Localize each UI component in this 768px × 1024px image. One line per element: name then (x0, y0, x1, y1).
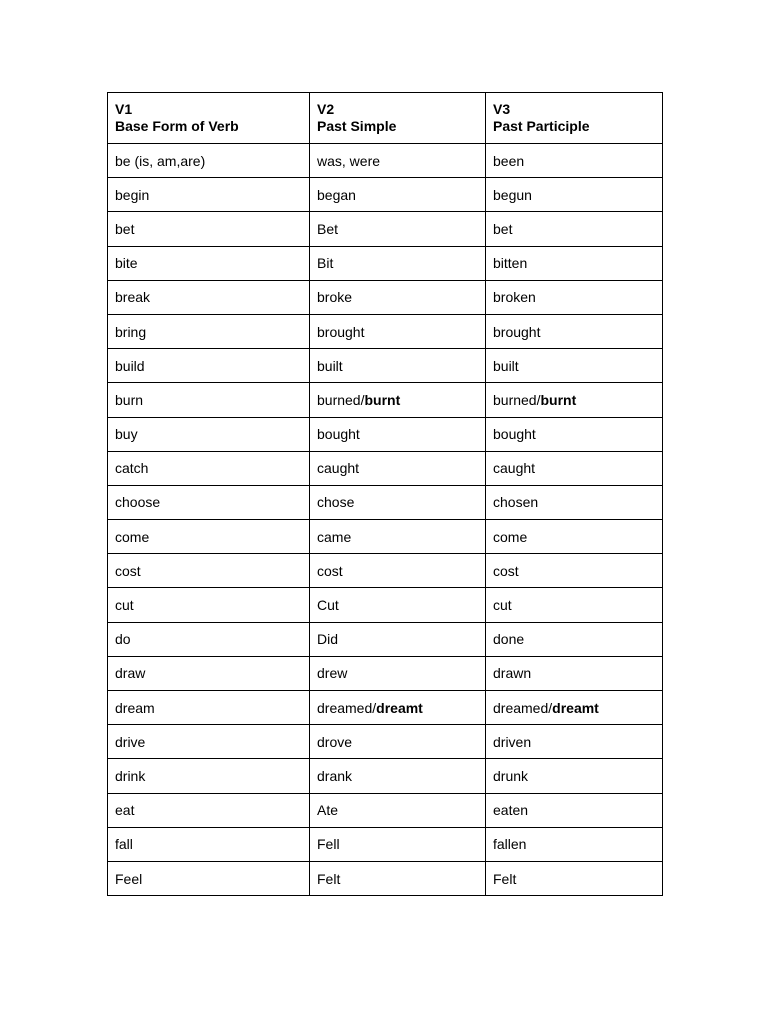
header-v2 (310, 93, 486, 144)
base-form-cell (108, 827, 310, 861)
past-participle-cell (486, 212, 663, 246)
cell-text: drawn (493, 665, 532, 682)
past-simple-cell (310, 280, 486, 314)
cell-text: bet (493, 220, 513, 237)
base-form-cell (108, 485, 310, 519)
cell-text: bought (493, 426, 536, 443)
cell-text: dreamed/ (317, 699, 377, 716)
past-participle-cell (486, 280, 663, 314)
past-participle-cell (486, 656, 663, 690)
cell-text: cut (115, 597, 134, 614)
past-simple-cell (310, 212, 486, 246)
table-body (108, 144, 663, 896)
past-simple-cell (310, 520, 486, 554)
table-row (108, 759, 663, 793)
cell-text: eaten (493, 802, 529, 819)
table-row (108, 314, 663, 348)
cell-text: broken (493, 289, 536, 306)
table-row (108, 520, 663, 554)
cell-text: drunk (493, 767, 529, 784)
base-form-cell (108, 451, 310, 485)
cell-text: cost (115, 562, 141, 579)
table-row (108, 212, 663, 246)
base-form-cell (108, 246, 310, 280)
past-participle-cell (486, 314, 663, 348)
past-participle-cell (486, 725, 663, 759)
cell-text: drive (115, 733, 146, 750)
table-row (108, 144, 663, 178)
cell-text: break (115, 289, 151, 306)
header-row (108, 93, 663, 144)
cell-text: draw (115, 665, 146, 682)
cell-text: Fell (317, 836, 340, 853)
cell-text: cost (317, 562, 343, 579)
cell-text: build (115, 357, 145, 374)
cell-text: bring (115, 323, 147, 340)
cell-text: Feel (115, 870, 143, 887)
cell-text: drove (317, 733, 353, 750)
table-row (108, 451, 663, 485)
cell-text: was, were (317, 152, 381, 169)
cell-text: burned/ (317, 391, 365, 408)
cell-text: catch (115, 460, 149, 477)
header-v3-code: V3 (493, 101, 511, 117)
table-row (108, 793, 663, 827)
cell-text: eat (115, 802, 135, 819)
past-participle-cell (486, 144, 663, 178)
table-row (108, 691, 663, 725)
irregular-verbs-table (107, 92, 663, 896)
cell-text: fall (115, 836, 133, 853)
header-v3-label: Past Participle (493, 118, 590, 134)
base-form-cell (108, 691, 310, 725)
past-participle-cell (486, 485, 663, 519)
cell-text: caught (493, 460, 536, 477)
past-participle-cell (486, 827, 663, 861)
base-form-cell (108, 280, 310, 314)
table-row (108, 622, 663, 656)
cell-text: begin (115, 186, 150, 203)
header-v2-label: Past Simple (317, 118, 397, 134)
cell-text: done (493, 631, 525, 648)
past-participle-cell (486, 588, 663, 622)
past-participle-cell (486, 349, 663, 383)
past-simple-cell (310, 383, 486, 417)
base-form-cell (108, 554, 310, 588)
cell-text: choose (115, 494, 161, 511)
past-participle-cell (486, 861, 663, 895)
base-form-cell (108, 520, 310, 554)
cell-text-bold: dreamt (376, 699, 423, 716)
past-participle-cell (486, 691, 663, 725)
cell-text-bold: burnt (540, 391, 577, 408)
cell-text: Felt (493, 870, 517, 887)
base-form-cell (108, 314, 310, 348)
base-form-cell (108, 793, 310, 827)
cell-text: come (115, 528, 150, 545)
past-participle-cell (486, 178, 663, 212)
cell-text: begun (493, 186, 532, 203)
cell-text: drank (317, 767, 353, 784)
table-row (108, 588, 663, 622)
cell-text: came (317, 528, 352, 545)
cell-text: brought (317, 323, 365, 340)
cell-text: Felt (317, 870, 341, 887)
past-simple-cell (310, 314, 486, 348)
cell-text: began (317, 186, 356, 203)
base-form-cell (108, 144, 310, 178)
table-row (108, 485, 663, 519)
past-simple-cell (310, 827, 486, 861)
base-form-cell (108, 178, 310, 212)
table-row (108, 656, 663, 690)
past-simple-cell (310, 759, 486, 793)
base-form-cell (108, 383, 310, 417)
past-simple-cell (310, 622, 486, 656)
cell-text: been (493, 152, 525, 169)
cell-text: caught (317, 460, 360, 477)
cell-text: come (493, 528, 528, 545)
past-participle-cell (486, 759, 663, 793)
cell-text: do (115, 631, 131, 648)
cell-text: built (317, 357, 343, 374)
cell-text: bet (115, 220, 135, 237)
table-row (108, 280, 663, 314)
cell-text: fallen (493, 836, 527, 853)
past-participle-cell (486, 793, 663, 827)
table-row (108, 178, 663, 212)
past-simple-cell (310, 417, 486, 451)
cell-text: broke (317, 289, 353, 306)
table-header (108, 93, 663, 144)
table-row (108, 383, 663, 417)
cell-text: built (493, 357, 519, 374)
base-form-cell (108, 861, 310, 895)
cell-text: Cut (317, 597, 339, 614)
base-form-cell (108, 656, 310, 690)
past-simple-cell (310, 144, 486, 178)
cell-text-bold: dreamt (552, 699, 599, 716)
cell-text: burned/ (493, 391, 541, 408)
cell-text: Bit (317, 255, 334, 272)
cell-text: dreamed/ (493, 699, 553, 716)
past-simple-cell (310, 861, 486, 895)
header-v2-code: V2 (317, 101, 335, 117)
header-v3 (486, 93, 663, 144)
past-participle-cell (486, 520, 663, 554)
past-simple-cell (310, 246, 486, 280)
past-simple-cell (310, 451, 486, 485)
table-row (108, 861, 663, 895)
past-participle-cell (486, 417, 663, 451)
cell-text: buy (115, 426, 138, 443)
cell-text: Ate (317, 802, 339, 819)
cell-text: dream (115, 699, 155, 716)
cell-text: drew (317, 665, 348, 682)
cell-text: Did (317, 631, 339, 648)
past-simple-cell (310, 485, 486, 519)
table-row (108, 725, 663, 759)
base-form-cell (108, 349, 310, 383)
base-form-cell (108, 212, 310, 246)
cell-text: bitten (493, 255, 528, 272)
base-form-cell (108, 622, 310, 656)
past-participle-cell (486, 246, 663, 280)
header-v1-code: V1 (115, 101, 133, 117)
base-form-cell (108, 417, 310, 451)
cell-text-bold: burnt (364, 391, 401, 408)
cell-text: driven (493, 733, 532, 750)
table-row (108, 349, 663, 383)
cell-text: cut (493, 597, 512, 614)
past-participle-cell (486, 554, 663, 588)
cell-text: bite (115, 255, 138, 272)
past-participle-cell (486, 383, 663, 417)
cell-text: chosen (493, 494, 539, 511)
table-row (108, 554, 663, 588)
table-row (108, 246, 663, 280)
past-simple-cell (310, 349, 486, 383)
cell-text: cost (493, 562, 519, 579)
past-simple-cell (310, 656, 486, 690)
cell-text: burn (115, 391, 144, 408)
table-row (108, 827, 663, 861)
table-row (108, 417, 663, 451)
cell-text: drink (115, 767, 146, 784)
past-participle-cell (486, 451, 663, 485)
base-form-cell (108, 725, 310, 759)
past-simple-cell (310, 725, 486, 759)
cell-text: Bet (317, 220, 339, 237)
cell-text: bought (317, 426, 360, 443)
cell-text: brought (493, 323, 541, 340)
base-form-cell (108, 588, 310, 622)
base-form-cell (108, 759, 310, 793)
header-v1 (108, 93, 310, 144)
cell-text: be (is, am,are) (115, 152, 206, 169)
past-simple-cell (310, 691, 486, 725)
header-v1-label: Base Form of Verb (115, 118, 239, 134)
cell-text: chose (317, 494, 355, 511)
past-participle-cell (486, 622, 663, 656)
past-simple-cell (310, 178, 486, 212)
past-simple-cell (310, 793, 486, 827)
past-simple-cell (310, 588, 486, 622)
past-simple-cell (310, 554, 486, 588)
